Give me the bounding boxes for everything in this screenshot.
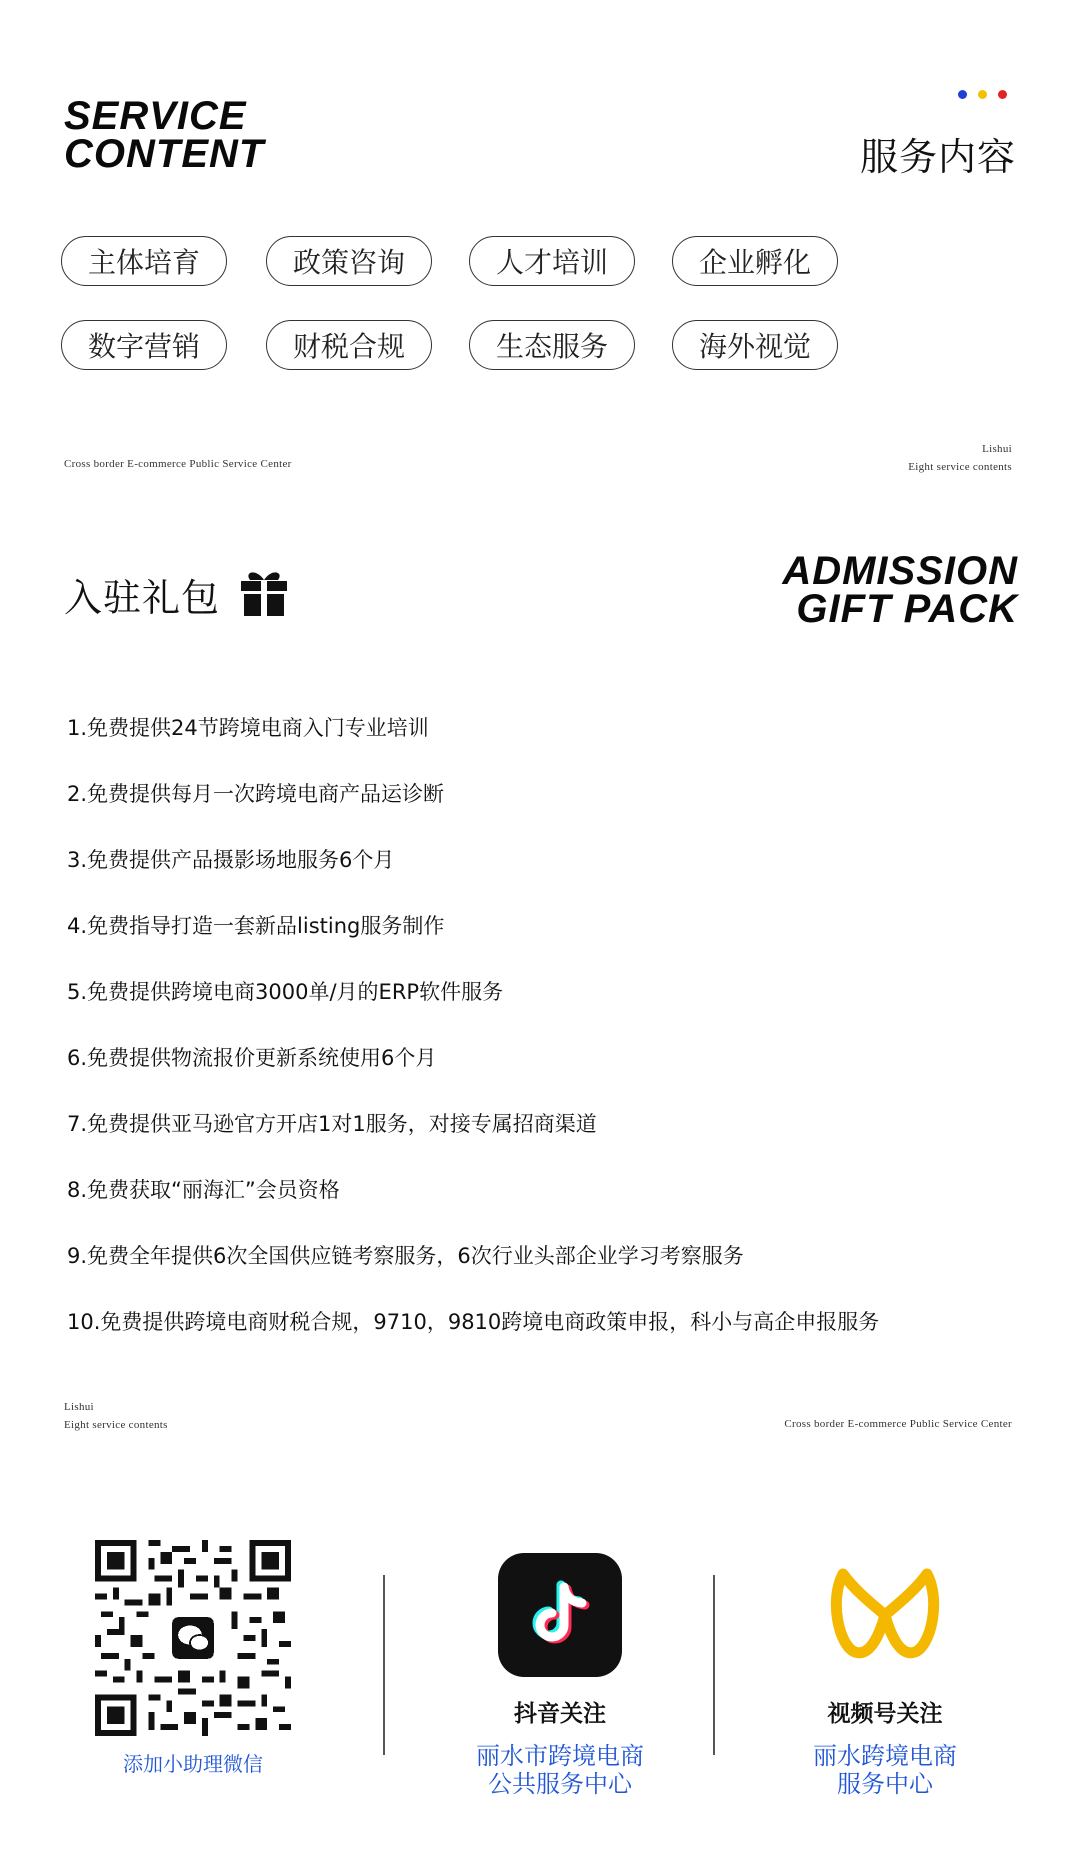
gift-icon	[238, 566, 290, 622]
wechat-block	[94, 1540, 292, 1777]
gift-item: 8.免费获取“丽海汇”会员资格	[67, 1178, 340, 1202]
wechat-caption: 添加小助理微信	[123, 1752, 263, 1776]
douyin-account-name	[440, 1742, 680, 1798]
footer-subtitle: Eight service contents	[64, 1419, 168, 1431]
service-pill: 企业孵化	[672, 236, 838, 286]
gift-item: 1.免费提供24节跨境电商入门专业培训	[67, 716, 429, 740]
gift-footer-right: Cross border E-commerce Public Service Center	[784, 1418, 1012, 1430]
service-en-line1: SERVICE	[64, 94, 247, 138]
service-pill: 人才培训	[469, 236, 635, 286]
footer-city: Lishui	[64, 1401, 94, 1413]
yellow-dot	[978, 90, 987, 99]
channels-name-line2: 服务中心	[837, 1770, 933, 1798]
service-footer-left: Cross border E-commerce Public Service Center	[64, 458, 292, 470]
channels-account-name	[770, 1742, 1000, 1798]
gift-en-heading	[782, 549, 1018, 631]
douyin-name-line1: 丽水市跨境电商	[476, 1742, 644, 1770]
gift-en-line1: ADMISSION	[782, 549, 1018, 593]
gift-item: 10.免费提供跨境电商财税合规，9710，9810跨境电商政策申报，科小与高企申报服务	[67, 1310, 880, 1334]
gift-footer-left	[64, 1398, 168, 1434]
channels-name-line1: 丽水跨境电商	[813, 1742, 957, 1770]
douyin-icon[interactable]	[498, 1553, 622, 1677]
footer-subtitle: Eight service contents	[908, 461, 1012, 473]
service-pill: 生态服务	[469, 320, 635, 370]
divider	[713, 1575, 715, 1755]
gift-title-row	[64, 566, 290, 622]
channels-block	[770, 1553, 1000, 1798]
service-footer-right	[908, 440, 1012, 476]
color-dots	[958, 90, 1007, 99]
service-pill: 主体培育	[61, 236, 227, 286]
service-en-line2: CONTENT	[64, 132, 265, 176]
gift-item: 5.免费提供跨境电商3000单/月的ERP软件服务	[67, 980, 504, 1004]
douyin-block	[440, 1553, 680, 1798]
service-en-heading	[64, 94, 265, 176]
gift-item: 2.免费提供每月一次跨境电商产品运诊断	[67, 782, 445, 806]
gift-item: 6.免费提供物流报价更新系统使用6个月	[67, 1046, 437, 1070]
wechat-qr-code[interactable]	[95, 1540, 291, 1736]
service-pill: 数字营销	[61, 320, 227, 370]
channels-icon[interactable]	[823, 1553, 947, 1677]
gift-item: 9.免费全年提供6次全国供应链考察服务，6次行业头部企业学习考察服务	[67, 1244, 744, 1268]
gift-cn-title: 入驻礼包	[64, 575, 221, 620]
channels-label: 视频号关注	[827, 1701, 943, 1727]
douyin-name-line2: 公共服务中心	[488, 1770, 632, 1798]
divider	[383, 1575, 385, 1755]
service-pill: 政策咨询	[266, 236, 432, 286]
service-cn-title: 服务内容	[860, 135, 1017, 179]
gift-item: 3.免费提供产品摄影场地服务6个月	[67, 848, 395, 872]
service-pill: 海外视觉	[672, 320, 838, 370]
blue-dot	[958, 90, 967, 99]
service-pill: 财税合规	[266, 320, 432, 370]
footer-city: Lishui	[982, 443, 1012, 455]
red-dot	[998, 90, 1007, 99]
douyin-label: 抖音关注	[514, 1701, 606, 1727]
gift-item: 4.免费指导打造一套新品listing服务制作	[67, 914, 445, 938]
gift-en-line2: GIFT PACK	[796, 587, 1018, 631]
gift-item: 7.免费提供亚马逊官方开店1对1服务，对接专属招商渠道	[67, 1112, 597, 1136]
